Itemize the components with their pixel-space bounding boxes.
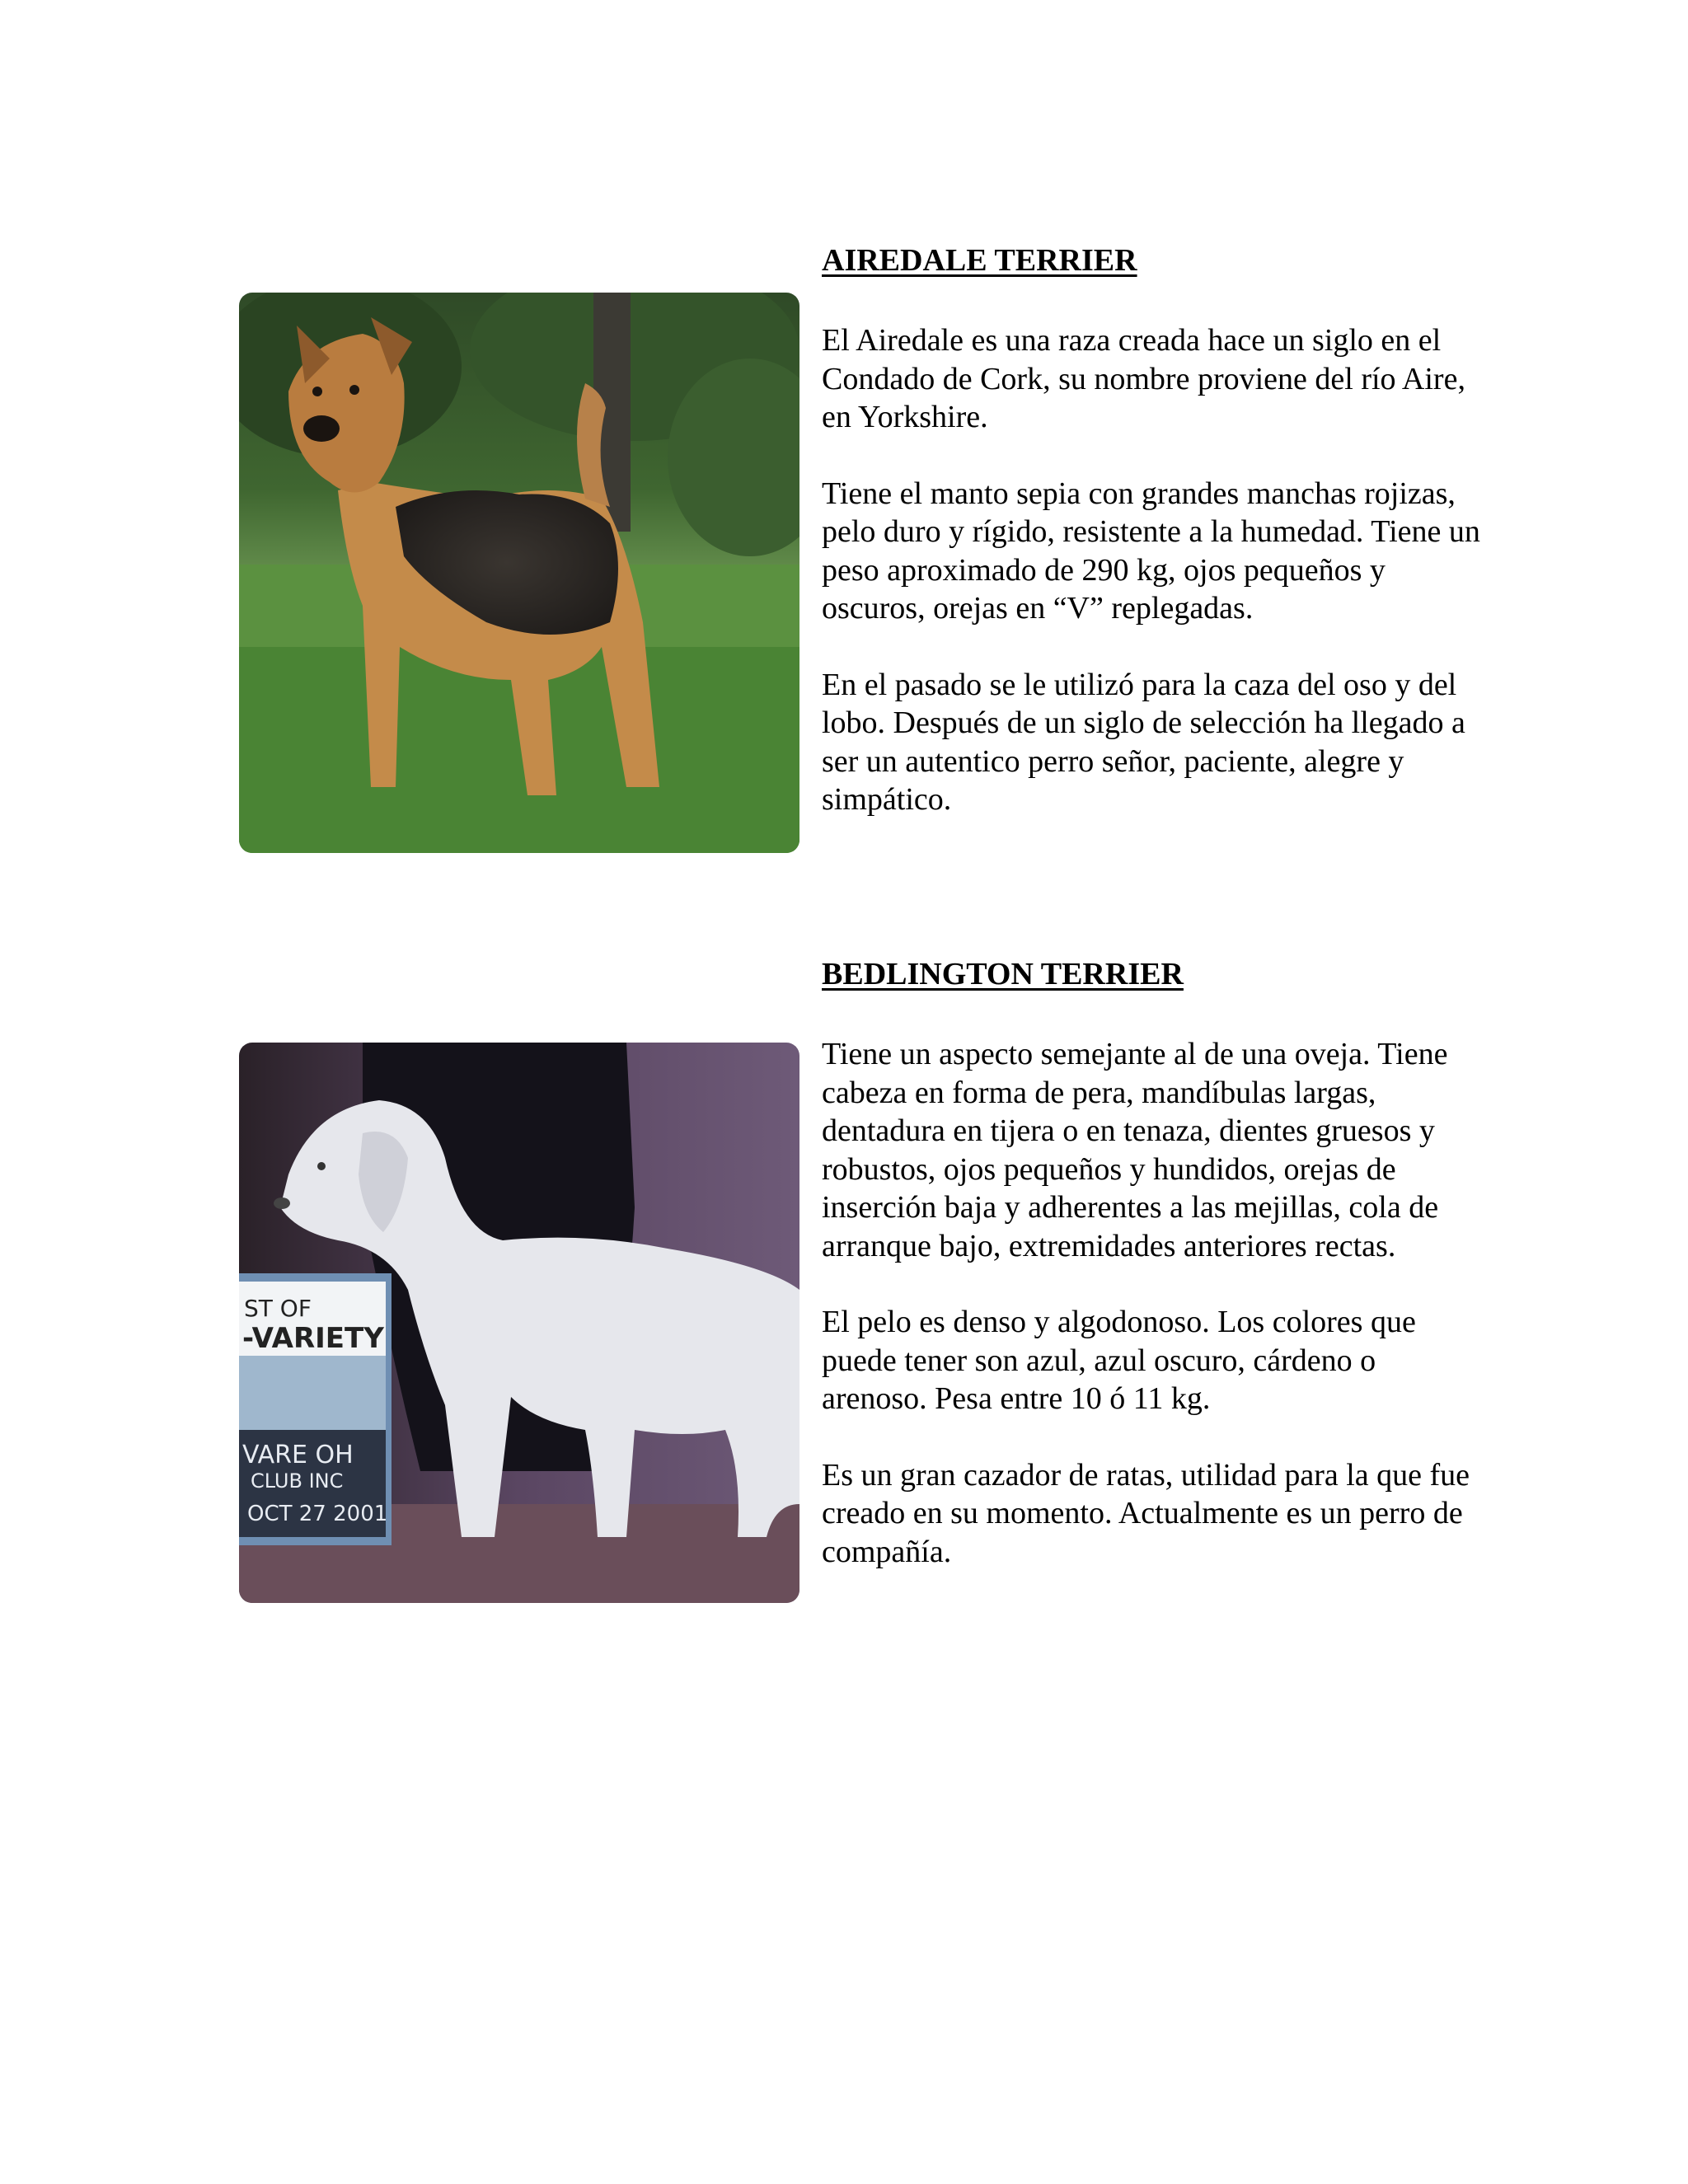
airedale-terrier-photo xyxy=(239,293,799,853)
sign-line-2: -VARIETY xyxy=(242,1322,384,1355)
breed-section-airedale xyxy=(822,241,1481,819)
breed-paragraph: Tiene el manto sepia con grandes manchas rojizas, pelo duro y rígido, resistente a la humedad. Tiene un peso aproximado de 290 kg, ojos pequeños y oscuros, orejas en “V” replegadas. xyxy=(822,476,1480,626)
breed-paragraph: El Airedale es una raza creada hace un siglo en el Condado de Cork, su nombre proviene del río Aire, en Yorkshire. xyxy=(822,323,1465,434)
breed-section-bedlington xyxy=(822,954,1481,1571)
breed-title: BEDLINGTON TERRIER xyxy=(822,957,1184,991)
breed-paragraph: Tiene un aspecto semejante al de una oveja. Tiene cabeza en forma de pera, mandíbulas largas, dentadura en tijera o en tenaza, dientes gruesos y robustos, ojos pequeños y hundidos, orejas de inserción baja y adherentes a las mejillas, cola de arranque bajo, extremidades anteriores rectas. xyxy=(822,1037,1448,1263)
breed-paragraph: Es un gran cazador de ratas, utilidad para la que fue creado en su momento. Actualmente es un perro de compañía. xyxy=(822,1457,1470,1569)
breed-paragraph: El pelo es denso y algodonoso. Los colores que puede tener son azul, azul oscuro, cárdeno o arenoso. Pesa entre 10 ó 11 kg. xyxy=(822,1305,1416,1416)
sign-line-1: ST OF xyxy=(244,1295,312,1322)
sign-line-4: CLUB INC xyxy=(251,1469,344,1493)
breed-paragraph: En el pasado se le utilizó para la caza del oso y del lobo. Después de un siglo de selección ha llegado a ser un autentico perro señor, paciente, alegre y simpático. xyxy=(822,667,1465,817)
bedlington-terrier-photo xyxy=(239,1043,799,1603)
breed-title: AIREDALE TERRIER xyxy=(822,243,1137,278)
sign-line-3: VARE OH xyxy=(242,1441,354,1469)
sign-line-5: OCT 27 2001 xyxy=(247,1502,388,1526)
